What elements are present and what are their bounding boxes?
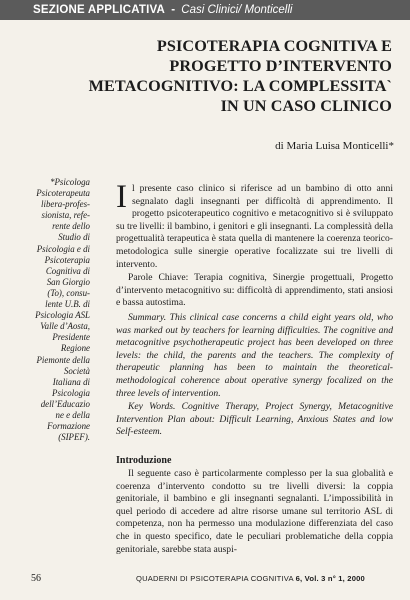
note-line: (To), consu-: [47, 287, 90, 298]
note-line: Psicologia: [52, 387, 90, 398]
note-line: San Giorgio: [46, 276, 90, 287]
subsection-name: Casi Clinici/ Monticelli: [181, 4, 293, 16]
note-line: Formazione: [47, 421, 90, 432]
abstract-column: [116, 179, 393, 440]
drop-cap: I: [116, 179, 127, 215]
note-line: Piemonte della: [36, 354, 90, 365]
note-line: sionista, refe-: [41, 210, 90, 221]
article-title: [30, 36, 392, 116]
note-line: Psicologia ASL: [35, 310, 90, 321]
introduction-paragraph: Il seguente caso è particolarmente complesso per la sua globalità e coerenza d’intervento condotto su tre livelli diversi: la coppia genitoriale, il bambino e gli insegnanti segnalanti. L’impossibilità in quel periodo di accedere ad altre risorse umane sul territorio ASL di competenza, non ha permesso una modulazione differenziata del caso che in questo specifico, date le peculiari problematiche della coppia genitoriale, sarebbe stata auspi-: [116, 468, 393, 555]
section-name: SEZIONE APPLICATIVA: [33, 4, 166, 16]
title-line: PSICOTERAPIA COGNITIVA E: [156, 37, 392, 55]
page-number: 56: [31, 573, 41, 584]
english-summary: Summary. This clinical case concerns a child eight years old, who was marked out by teachers for learning difficulties. The cognitive and metacognitive psychotherapeutic project has been developed on three levels: the child, the parents and the teachers. The complexity of therapeutic planning has been to maintain the theoretical-methodological coherence about operative synergy focalized on the three levels of intervention.: [116, 311, 393, 399]
title-line: PROGETTO D’INTERVENTO: [169, 57, 392, 75]
journal-footer: [136, 574, 365, 583]
author-byline: di Maria Luisa Monticelli*: [275, 140, 394, 152]
note-line: Psicologia e di: [36, 243, 90, 254]
note-line: Psicoterapia: [44, 254, 90, 265]
running-header: [0, 0, 410, 20]
abstract-paragraph: [116, 179, 393, 271]
introduction-body: [116, 468, 393, 556]
note-line: Studio di: [58, 232, 90, 243]
note-line: (SIPEF).: [58, 432, 90, 443]
note-line: Psicoterapeuta: [36, 188, 90, 199]
header-separator: -: [171, 4, 176, 16]
english-keywords: Key Words. Cognitive Therapy, Project Synergy, Metacognitive Intervention Plan about: Difficult Learning, Anxious States and low Self-esteem.: [116, 401, 393, 438]
title-line: METACOGNITIVO: LA COMPLESSITA`: [88, 77, 392, 95]
note-line: dell’Educazio: [40, 398, 90, 409]
author-affiliation-note: [18, 177, 90, 443]
journal-name: QUADERNI DI PSICOTERAPIA COGNITIVA: [136, 574, 294, 583]
journal-issue: 6, Vol. 3 n° 1, 2000: [295, 574, 365, 583]
note-line: rente dello: [52, 221, 90, 232]
note-line: Cognitiva di: [45, 265, 90, 276]
italian-keywords: Parole Chiave: Terapia cognitiva, Sinergie progettuali, Progetto d’intervento metacognitivo su: difficoltà di apprendimento, stati ansiosi e bassa autostima.: [116, 272, 393, 309]
title-line: IN UN CASO CLINICO: [220, 97, 392, 115]
note-line: Valle d’Aosta,: [40, 321, 90, 332]
note-line: lente U.B. di: [45, 299, 90, 310]
note-line: Presidente: [52, 332, 90, 343]
section-heading: Introduzione: [116, 455, 172, 466]
note-line: libera-profes-: [41, 199, 90, 210]
note-line: Italiana di: [52, 376, 90, 387]
abstract-text: l presente caso clinico si riferisce ad un bambino di otto anni segnalato dagli insegnanti per difficoltà di apprendimento. Il progetto psicoterapeutico cognitivo e metacognitivo si è sviluppato su tre livelli: il bambino, i genitori e gli insegnanti. La complessità della progettualità terapeutica è stata quella di mantenere la coerenza teorico-metodologica sulle sinergie operative focalizzate sui tre livelli di intervento.: [116, 183, 393, 270]
note-line: Società: [63, 365, 90, 376]
note-line: *Psicologa: [50, 177, 90, 187]
note-line: Regione: [60, 343, 90, 354]
note-line: ne e della: [55, 409, 90, 420]
